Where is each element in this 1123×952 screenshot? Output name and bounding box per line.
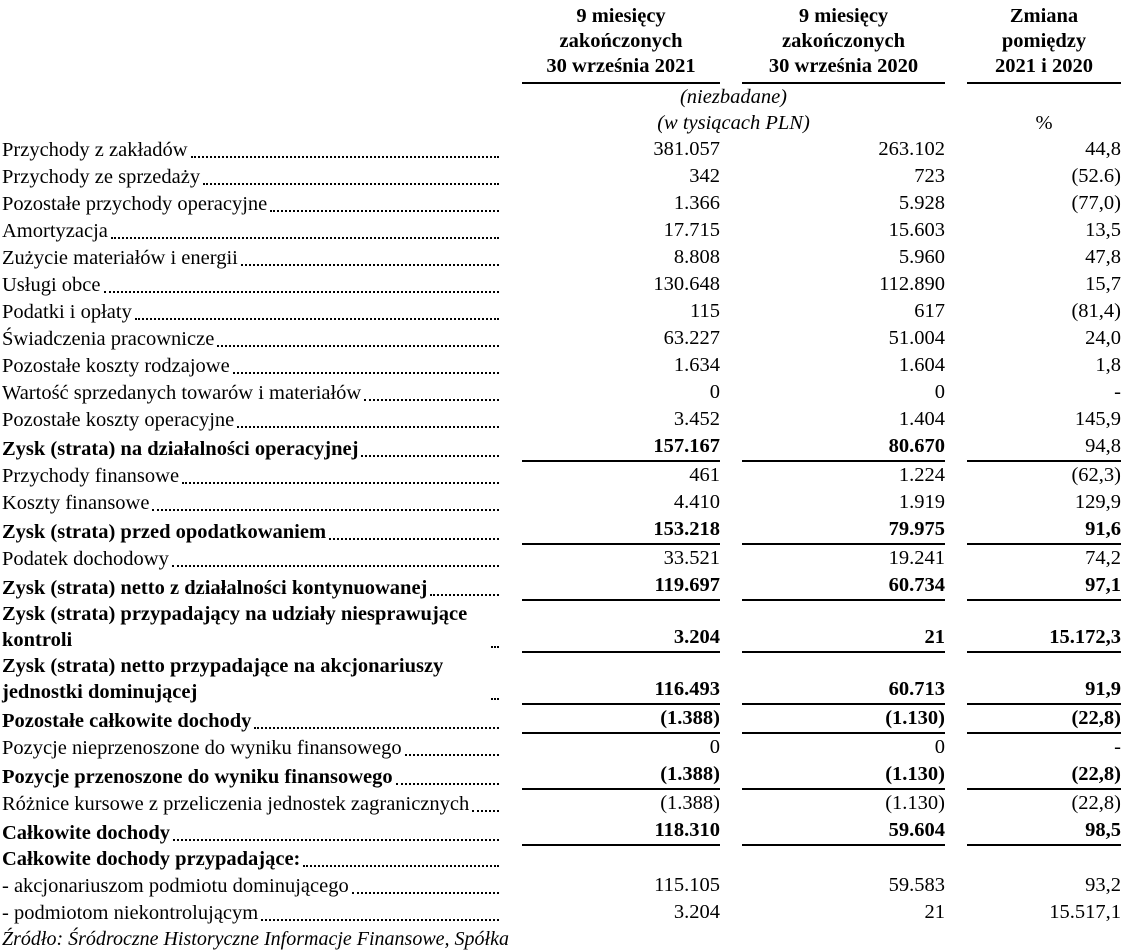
row-label bbox=[2, 900, 500, 926]
column-header-2021 bbox=[522, 4, 720, 84]
table-row bbox=[2, 761, 1121, 790]
table-header bbox=[2, 4, 1121, 84]
row-label-text: - podmiotom niekontrolującym bbox=[2, 902, 259, 924]
value-2021: 118.310 bbox=[522, 817, 720, 846]
dot-leader bbox=[104, 291, 500, 293]
value-change: 145,9 bbox=[1074, 408, 1121, 430]
value-2020: 1.404 bbox=[898, 408, 945, 430]
value-2020: 59.583 bbox=[888, 874, 945, 896]
row-label bbox=[2, 519, 500, 545]
dot-leader bbox=[217, 345, 499, 347]
table-row bbox=[2, 790, 1121, 817]
dot-leader bbox=[405, 754, 499, 756]
table-row bbox=[2, 516, 1121, 545]
row-label bbox=[2, 764, 500, 790]
dot-leader bbox=[135, 318, 499, 320]
value-2020: 617 bbox=[914, 300, 945, 322]
column-header-line: 2021 i 2020 bbox=[995, 55, 1093, 77]
column-header-change bbox=[967, 4, 1121, 84]
value-change: 15.172,3 bbox=[967, 624, 1121, 653]
column-header-line: 30 września 2020 bbox=[768, 55, 919, 77]
dot-leader bbox=[233, 372, 499, 374]
value-change: (77,0) bbox=[1071, 192, 1121, 214]
table-row bbox=[2, 545, 1121, 572]
table-row bbox=[2, 298, 1121, 325]
row-label-text: Zysk (strata) netto z działalności kontynuowanej bbox=[2, 577, 428, 599]
row-label-text: Zysk (strata) przed opodatkowaniem bbox=[2, 521, 327, 543]
value-2021: (1.388) bbox=[522, 761, 720, 790]
value-2021: 63.227 bbox=[663, 327, 720, 349]
value-change: (52.6) bbox=[1071, 165, 1121, 187]
dot-leader bbox=[203, 183, 499, 185]
value-2021: 3.452 bbox=[673, 408, 720, 430]
row-label-text: Pozycje przenoszone do wyniku finansowego bbox=[2, 766, 393, 788]
value-change: 47,8 bbox=[1085, 246, 1121, 268]
row-label bbox=[2, 601, 500, 653]
value-change: 1,8 bbox=[1095, 354, 1121, 376]
dot-leader bbox=[270, 210, 499, 212]
unaudited-note: (niezbadane) bbox=[679, 86, 788, 108]
value-2020: 263.102 bbox=[878, 138, 945, 160]
value-2021: 157.167 bbox=[522, 433, 720, 462]
value-2020: 1.224 bbox=[898, 464, 945, 486]
table-row bbox=[2, 462, 1121, 489]
row-label-text: Zysk (strata) netto przypadające na akcjonariuszy jednostki dominującej bbox=[2, 655, 444, 703]
row-label-text: Usługi obce bbox=[2, 274, 101, 296]
value-2021: 115 bbox=[690, 300, 720, 322]
value-2021: 3.204 bbox=[673, 901, 720, 923]
dot-leader bbox=[472, 810, 499, 812]
row-label-text: Pozostałe koszty rodzajowe bbox=[2, 355, 230, 377]
column-header-line: Zmiana bbox=[1009, 5, 1079, 27]
value-2020: 59.604 bbox=[742, 817, 945, 846]
value-2020: 51.004 bbox=[888, 327, 945, 349]
table-row bbox=[2, 705, 1121, 734]
dot-leader bbox=[152, 509, 499, 511]
value-2021: 0 bbox=[709, 381, 720, 403]
table-row bbox=[2, 489, 1121, 516]
row-label-text: Pozostałe całkowite dochody bbox=[2, 710, 252, 732]
row-label-text: Całkowite dochody bbox=[2, 822, 171, 844]
dot-leader bbox=[364, 399, 499, 401]
table-row bbox=[2, 379, 1121, 406]
row-label-text: Świadczenia pracownicze bbox=[2, 328, 215, 350]
value-change: 93,2 bbox=[1085, 874, 1121, 896]
table-row bbox=[2, 244, 1121, 271]
value-2020: (1.130) bbox=[742, 761, 945, 790]
row-label bbox=[2, 191, 500, 217]
table-row bbox=[2, 217, 1121, 244]
table-row bbox=[2, 433, 1121, 462]
dot-leader bbox=[491, 646, 499, 648]
value-2021: 115.105 bbox=[654, 874, 720, 896]
row-label-text: Różnice kursowe z przeliczenia jednostek zagranicznych bbox=[2, 793, 470, 815]
row-label-text: Całkowite dochody przypadające: bbox=[2, 848, 301, 870]
value-2021: 130.648 bbox=[653, 273, 720, 295]
value-2021: 0 bbox=[709, 736, 720, 758]
row-label bbox=[2, 873, 500, 899]
subnote-row-unaudited bbox=[2, 84, 1121, 110]
row-label bbox=[2, 326, 500, 352]
row-label bbox=[2, 820, 500, 846]
row-label-text: Wartość sprzedanych towarów i materiałów bbox=[2, 382, 362, 404]
row-label bbox=[2, 436, 500, 462]
column-header-line: zakończonych bbox=[782, 30, 905, 52]
column-header-line: pomiędzy bbox=[1001, 30, 1087, 52]
value-2021: 4.410 bbox=[673, 491, 720, 513]
table-row bbox=[2, 163, 1121, 190]
row-label bbox=[2, 353, 500, 379]
value-change: (22,8) bbox=[1071, 792, 1121, 814]
row-label-text: Przychody z zakładów bbox=[2, 139, 188, 161]
units-note: (w tysiącach PLN) bbox=[657, 112, 810, 134]
row-label bbox=[2, 272, 500, 298]
table-row bbox=[2, 601, 1121, 653]
row-label bbox=[2, 164, 500, 190]
dot-leader bbox=[396, 783, 499, 785]
row-label-text: Amortyzacja bbox=[2, 220, 108, 242]
row-label bbox=[2, 380, 500, 406]
value-change: 98,5 bbox=[967, 817, 1121, 846]
value-2021: 116.493 bbox=[522, 676, 720, 705]
row-label-text: Przychody ze sprzedaży bbox=[2, 166, 201, 188]
value-change: 15.517,1 bbox=[1049, 901, 1121, 923]
row-label-text: Pozycje nieprzenoszone do wyniku finansowego bbox=[2, 737, 402, 759]
value-2020: (1.130) bbox=[742, 705, 945, 734]
value-2021: (1.388) bbox=[660, 792, 720, 814]
dot-leader bbox=[182, 482, 499, 484]
value-2020: 80.670 bbox=[742, 433, 945, 462]
column-header-line: zakończonych bbox=[559, 30, 683, 52]
dot-leader bbox=[191, 156, 499, 158]
dot-leader bbox=[491, 698, 499, 700]
source-note: Źródło: Śródroczne Historyczne Informacje Finansowe, Spółka bbox=[2, 928, 509, 950]
value-2020: 0 bbox=[934, 736, 945, 758]
table-row bbox=[2, 406, 1121, 433]
row-label bbox=[2, 245, 500, 271]
value-2021: 119.697 bbox=[522, 572, 720, 601]
value-2020: 1.919 bbox=[898, 491, 945, 513]
value-2021: 381.057 bbox=[653, 138, 720, 160]
percent-sign: % bbox=[1035, 112, 1053, 134]
dot-leader bbox=[241, 264, 499, 266]
row-label-text: - akcjonariuszom podmiotu dominującego bbox=[2, 875, 349, 897]
table-row bbox=[2, 653, 1121, 705]
row-label-text: Podatki i opłaty bbox=[2, 301, 132, 323]
value-2020: 723 bbox=[914, 165, 945, 187]
value-2020: 5.960 bbox=[898, 246, 945, 268]
value-change: 15,7 bbox=[1085, 273, 1121, 295]
value-2021: (1.388) bbox=[522, 705, 720, 734]
value-2021: 461 bbox=[689, 464, 720, 486]
value-change: 97,1 bbox=[967, 572, 1121, 601]
value-2020: 21 bbox=[924, 901, 945, 923]
value-change: 129,9 bbox=[1074, 491, 1121, 513]
row-label-text: Podatek dochodowy bbox=[2, 548, 169, 570]
value-change: 13,5 bbox=[1085, 219, 1121, 241]
table-row bbox=[2, 817, 1121, 846]
value-2020: 112.890 bbox=[879, 273, 945, 295]
row-label-text: Pozostałe koszty operacyjne bbox=[2, 409, 235, 431]
row-label bbox=[2, 407, 500, 433]
value-2020: 60.713 bbox=[742, 676, 945, 705]
row-label bbox=[2, 218, 500, 244]
table-row bbox=[2, 136, 1121, 163]
value-change: - bbox=[1114, 736, 1121, 758]
row-label-text: Zysk (strata) przypadający na udziały niesprawujące kontroli bbox=[2, 603, 468, 651]
table-row bbox=[2, 352, 1121, 379]
table-body bbox=[2, 136, 1121, 926]
value-2021: 8.808 bbox=[673, 246, 720, 268]
value-change: 74,2 bbox=[1085, 547, 1121, 569]
table-row bbox=[2, 846, 1121, 872]
value-2020: 0 bbox=[934, 381, 945, 403]
row-label bbox=[2, 653, 500, 705]
value-change: 94,8 bbox=[967, 433, 1121, 462]
row-label-text: Koszty finansowe bbox=[2, 492, 150, 514]
value-2020: 21 bbox=[742, 624, 945, 653]
table-row bbox=[2, 734, 1121, 761]
value-change: (62,3) bbox=[1071, 464, 1121, 486]
value-change: 91,6 bbox=[967, 516, 1121, 545]
table-row bbox=[2, 572, 1121, 601]
row-label bbox=[2, 708, 500, 734]
row-label bbox=[2, 791, 500, 817]
value-2021: 153.218 bbox=[522, 516, 720, 545]
dot-leader bbox=[254, 727, 499, 729]
value-2021: 1.366 bbox=[673, 192, 720, 214]
table-row bbox=[2, 325, 1121, 352]
row-label-text: Pozostałe przychody operacyjne bbox=[2, 193, 268, 215]
value-2021: 17.715 bbox=[663, 219, 720, 241]
row-label bbox=[2, 546, 500, 572]
column-header-line: 9 miesięcy bbox=[576, 5, 666, 27]
value-2020: 60.734 bbox=[742, 572, 945, 601]
dot-leader bbox=[430, 594, 499, 596]
value-2020: 19.241 bbox=[888, 547, 945, 569]
dot-leader bbox=[111, 237, 499, 239]
table-row bbox=[2, 872, 1121, 899]
value-change: (22,8) bbox=[967, 761, 1121, 790]
value-2021: 342 bbox=[689, 165, 720, 187]
column-header-2020 bbox=[742, 4, 945, 84]
column-header-line: 30 września 2021 bbox=[546, 55, 696, 77]
value-change: 44,8 bbox=[1085, 138, 1121, 160]
value-2020: 79.975 bbox=[742, 516, 945, 545]
row-label bbox=[2, 575, 500, 601]
dot-leader bbox=[303, 865, 499, 867]
subnote-row-units bbox=[2, 110, 1121, 136]
row-label bbox=[2, 463, 500, 489]
value-change: - bbox=[1114, 381, 1121, 403]
table-row bbox=[2, 271, 1121, 298]
value-change: 91,9 bbox=[967, 676, 1121, 705]
row-label bbox=[2, 137, 500, 163]
row-label-text: Przychody finansowe bbox=[2, 465, 180, 487]
value-2020: 5.928 bbox=[898, 192, 945, 214]
table-row bbox=[2, 899, 1121, 926]
value-change: 24,0 bbox=[1085, 327, 1121, 349]
row-label-text: Zużycie materiałów i energii bbox=[2, 247, 238, 269]
dot-leader bbox=[261, 919, 499, 921]
row-label bbox=[2, 846, 500, 872]
dot-leader bbox=[173, 839, 499, 841]
row-label bbox=[2, 490, 500, 516]
dot-leader bbox=[237, 426, 499, 428]
value-2020: 15.603 bbox=[888, 219, 945, 241]
table-row bbox=[2, 190, 1121, 217]
row-label-text: Zysk (strata) na działalności operacyjnej bbox=[2, 438, 359, 460]
dot-leader bbox=[361, 455, 499, 457]
value-2021: 3.204 bbox=[522, 624, 720, 653]
row-label bbox=[2, 299, 500, 325]
column-header-line: 9 miesięcy bbox=[798, 5, 889, 27]
value-change: (22,8) bbox=[967, 705, 1121, 734]
dot-leader bbox=[172, 565, 499, 567]
value-2020: (1.130) bbox=[885, 792, 945, 814]
value-2020: 1.604 bbox=[898, 354, 945, 376]
value-change: (81,4) bbox=[1071, 300, 1121, 322]
dot-leader bbox=[352, 892, 499, 894]
row-label bbox=[2, 735, 500, 761]
value-2021: 1.634 bbox=[673, 354, 720, 376]
value-2021: 33.521 bbox=[663, 547, 720, 569]
dot-leader bbox=[329, 538, 499, 540]
